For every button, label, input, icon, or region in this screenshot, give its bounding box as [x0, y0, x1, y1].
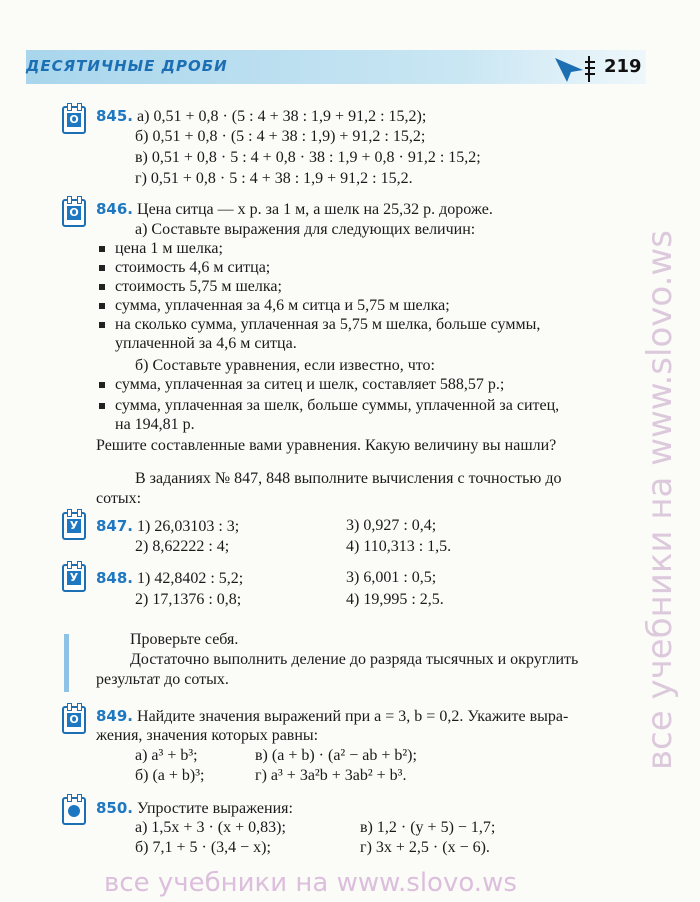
- problem-line: 3) 0,927 : 0,4;: [346, 517, 437, 534]
- bullet: [99, 403, 105, 409]
- problem-line: жения, значения которых равны:: [96, 727, 319, 744]
- problem-line: 4) 19,995 : 2,5.: [346, 591, 444, 608]
- problem-line: Упростите выражения:: [137, 800, 293, 817]
- bullet-item: стоимость 4,6 м ситца;: [115, 259, 271, 276]
- problem-line: а) 0,51 + 0,8 · (5 : 4 + 38 : 1,9 + 91,2 : 15,2);: [137, 108, 427, 125]
- check-text: Достаточно выполнить деление до разряда тысячных и округлить: [130, 651, 579, 668]
- problem-line: Решите составленные вами уравнения. Какую величину вы нашли?: [96, 437, 557, 454]
- bullet-item: цена 1 м шелка;: [115, 240, 223, 257]
- arrow-marker-icon: [553, 52, 599, 84]
- margin-bar: [64, 634, 69, 692]
- chapter-title: ДЕСЯТИЧНЫЕ ДРОБИ: [26, 57, 228, 75]
- bottom-watermark: все учебники на www.slovo.ws: [104, 868, 517, 898]
- problem-number: 846.: [96, 200, 134, 218]
- level-u-icon: [62, 512, 86, 540]
- problem-line: г) 0,51 + 0,8 · 5 : 4 + 38 : 1,9 + 91,2 : 15,2.: [135, 170, 413, 187]
- bullet: [99, 322, 105, 328]
- problem-line: Цена ситца — x р. за 1 м, а шелк на 25,32 р. дороже.: [137, 201, 493, 218]
- problem-line: б) 7,1 + 5 · (3,4 − x);: [135, 839, 271, 856]
- instruction-text: сотых:: [96, 490, 142, 507]
- problem-line: Найдите значения выражений при a = 3, b = 0,2. Укажите выра-: [137, 708, 569, 725]
- bullet-item: на сколько сумма, уплаченная за 5,75 м шелка, больше суммы,: [115, 316, 541, 333]
- problem-line: б) (a + b)³;: [135, 767, 205, 784]
- bullet-item: стоимость 5,75 м шелка;: [115, 278, 282, 295]
- problem-line: 1) 26,03103 : 3;: [137, 518, 240, 535]
- check-text: Проверьте себя.: [130, 631, 239, 648]
- bullet: [99, 284, 105, 290]
- bullet-item: уплаченной за 4,6 м ситца.: [115, 335, 297, 352]
- problem-line: а) 1,5x + 3 · (x + 0,83);: [135, 819, 286, 836]
- bullet-item: сумма, уплаченная за ситец и шелк, составляет 588,57 р.;: [115, 376, 505, 393]
- icon-letter: У: [67, 519, 81, 533]
- level-o-icon: [62, 199, 86, 227]
- bullet: [99, 303, 105, 309]
- bullet: [99, 382, 105, 388]
- problem-line: 4) 110,313 : 1,5.: [346, 538, 452, 555]
- problem-number: 847.: [96, 517, 134, 535]
- problem-line: в) (a + b) · (a² − ab + b²);: [255, 747, 417, 764]
- problem-line: 2) 17,1376 : 0,8;: [135, 591, 242, 608]
- instruction-text: В заданиях № 847, 848 выполните вычисления с точностью до: [135, 470, 562, 487]
- bullet-item: сумма, уплаченная за 4,6 м ситца и 5,75 м шелка;: [115, 297, 450, 314]
- level-u-icon: [62, 564, 86, 592]
- icon-letter: О: [67, 206, 81, 220]
- level-o-icon: [62, 706, 86, 734]
- problem-line: 3) 6,001 : 0,5;: [346, 569, 437, 586]
- bullet-item: сумма, уплаченная за шелк, больше суммы, уплаченной за ситец,: [115, 397, 560, 414]
- icon-letter: О: [67, 113, 81, 127]
- problem-line: б) Составьте уравнения, если известно, что:: [135, 357, 435, 374]
- vertical-watermark: все учебники на www.slovo.ws: [640, 230, 680, 770]
- problem-line: в) 0,51 + 0,8 · 5 : 4 + 0,8 · 38 : 1,9 + 0,8 · 91,2 : 15,2;: [135, 149, 481, 166]
- problem-line: в) 1,2 · (y + 5) − 1,7;: [360, 819, 496, 836]
- problem-number: 848.: [96, 569, 134, 587]
- bullet: [99, 246, 105, 252]
- icon-letter: У: [67, 571, 81, 585]
- problem-number: 850.: [96, 799, 134, 817]
- problem-line: г) a³ + 3a²b + 3ab² + b³.: [255, 767, 407, 784]
- problem-line: а) Составьте выражения для следующих величин:: [135, 221, 476, 238]
- bullet: [99, 265, 105, 271]
- problem-number: 849.: [96, 707, 134, 725]
- problem-line: г) 3x + 2,5 · (x − 6).: [360, 839, 490, 856]
- problem-line: а) a³ + b³;: [135, 747, 198, 764]
- level-o-icon: [62, 106, 86, 134]
- problem-line: б) 0,51 + 0,8 · (5 : 4 + 38 : 1,9) + 91,2 : 15,2;: [135, 128, 426, 145]
- level-dot-icon: [62, 797, 86, 825]
- check-text: результат до сотых.: [96, 671, 229, 688]
- icon-letter: О: [67, 713, 81, 727]
- problem-line: 1) 42,8402 : 5,2;: [137, 570, 244, 587]
- bullet-item: на 194,81 р.: [115, 416, 195, 433]
- page-number: 219: [604, 56, 642, 77]
- problem-line: 2) 8,62222 : 4;: [135, 538, 230, 555]
- problem-number: 845.: [96, 107, 134, 125]
